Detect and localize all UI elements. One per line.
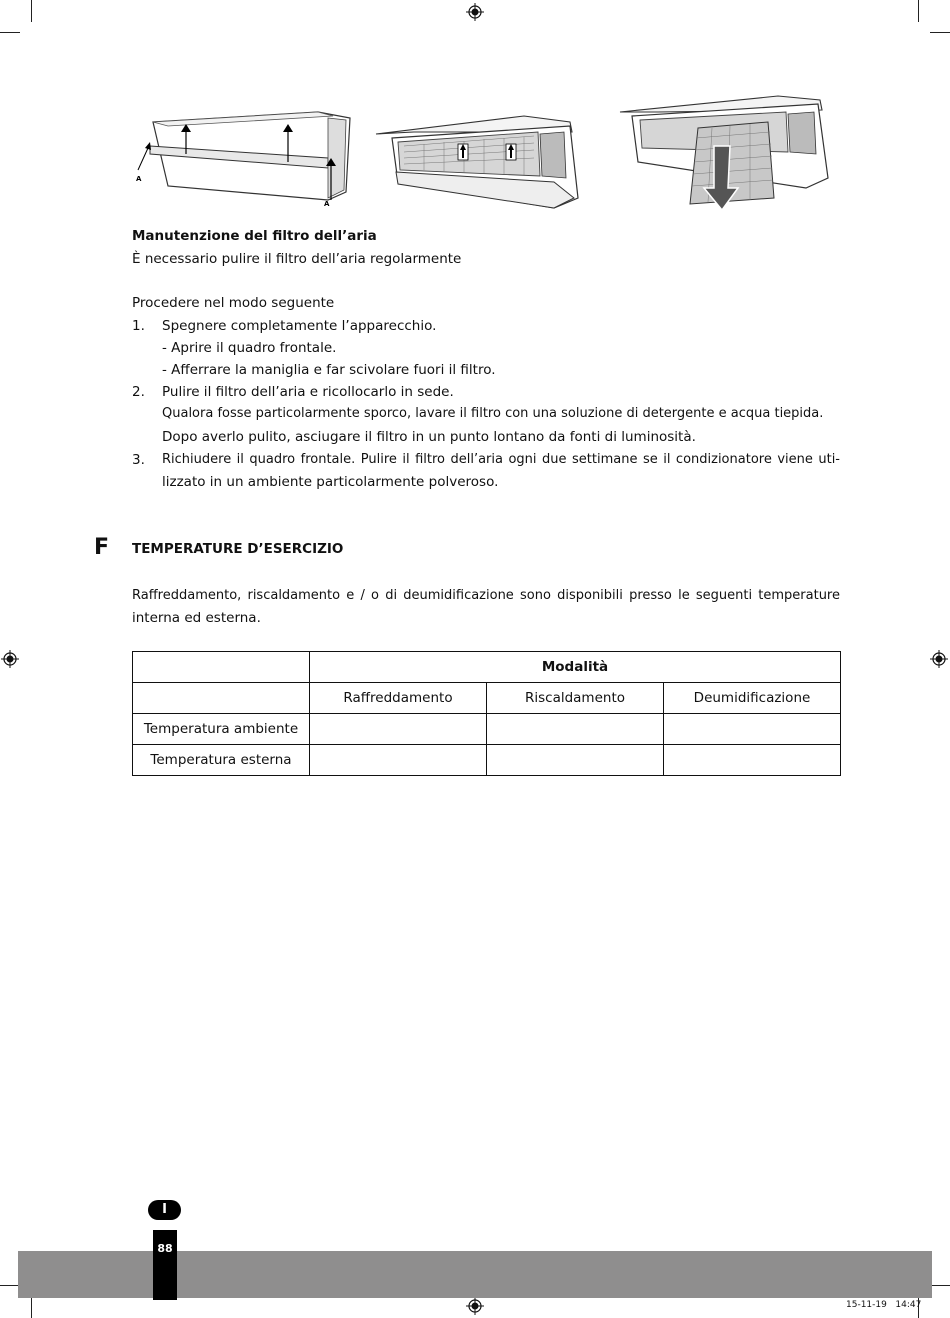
table-column-header: Riscaldamento bbox=[487, 683, 664, 714]
table-row bbox=[133, 714, 841, 745]
step-line: Richiudere il quadro frontale. Pulire il filtro dell’aria ogni due settimane se il condizionatore viene uti- bbox=[162, 452, 840, 467]
step-line: Pulire il filtro dell’aria e ricollocarlo in sede. bbox=[162, 384, 454, 400]
section-body-line-1: Raffreddamento, riscaldamento e / o di deumidificazione sono disponibili presso le seguenti temperature bbox=[132, 588, 840, 603]
step-number: 2. bbox=[132, 384, 145, 400]
registration-mark-icon bbox=[466, 1297, 484, 1315]
registration-mark-icon bbox=[930, 650, 948, 668]
registration-mark-icon bbox=[466, 3, 484, 21]
table-empty-cell bbox=[133, 683, 310, 714]
table-cell bbox=[664, 745, 841, 776]
step-number: 1. bbox=[132, 318, 145, 334]
table-corner-cell bbox=[133, 652, 310, 683]
crop-mark-top-right-v bbox=[918, 0, 919, 22]
step-line: - Afferrare la maniglia e far scivolare fuori il filtro. bbox=[162, 362, 496, 378]
illustration-open-front-panel bbox=[128, 104, 356, 212]
table-group-header: Modalità bbox=[310, 652, 841, 683]
table-column-header: Deumidificazione bbox=[664, 683, 841, 714]
crop-mark-bottom-right-h bbox=[930, 1285, 950, 1286]
step-line: - Aprire il quadro frontale. bbox=[162, 340, 337, 356]
print-stamp: 15-11-19 14:47 bbox=[846, 1300, 922, 1310]
table-cell bbox=[310, 745, 487, 776]
table-cell bbox=[487, 745, 664, 776]
step-number: 3. bbox=[132, 452, 145, 468]
up-arrow-icon bbox=[458, 144, 468, 160]
callout-a-right: A bbox=[324, 200, 330, 208]
table-cell bbox=[487, 714, 664, 745]
table-row-label: Temperatura esterna bbox=[133, 745, 310, 776]
table-column-row bbox=[133, 683, 841, 714]
table-cell bbox=[310, 714, 487, 745]
callout-a-left: A bbox=[136, 175, 142, 183]
illustration-remove-filter bbox=[618, 94, 834, 216]
table-column-header: Raffreddamento bbox=[310, 683, 487, 714]
section-title: TEMPERATURE D’ESERCIZIO bbox=[132, 541, 344, 557]
table-row-label: Temperatura ambiente bbox=[133, 714, 310, 745]
crop-mark-bottom-left-h bbox=[0, 1285, 20, 1286]
step-line: Dopo averlo pulito, asciugare il filtro in un punto lontano da fonti di luminosità. bbox=[162, 429, 696, 445]
crop-mark-top-left-v bbox=[31, 0, 32, 22]
page-number: 88 bbox=[157, 1242, 173, 1255]
table-cell bbox=[664, 714, 841, 745]
registration-mark-icon bbox=[1, 650, 19, 668]
section-letter: F bbox=[94, 535, 110, 560]
up-arrow-icon bbox=[506, 144, 516, 160]
table-header-row bbox=[133, 652, 841, 683]
step-line: lizzato in un ambiente particolarmente polveroso. bbox=[162, 474, 499, 490]
step-line: Qualora fosse particolarmente sporco, lavare il filtro con una soluzione di detergente e acqua tiepida. bbox=[162, 406, 824, 421]
maintenance-intro: È necessario pulire il filtro dell’aria regolarmente bbox=[132, 251, 462, 267]
procedure-title: Procedere nel modo seguente bbox=[132, 295, 335, 311]
maintenance-title: Manutenzione del filtro dell’aria bbox=[132, 228, 377, 244]
language-badge: I bbox=[148, 1200, 181, 1220]
illustration-lift-filter bbox=[374, 112, 586, 212]
table-row bbox=[133, 745, 841, 776]
step-line: Spegnere completamente l’apparecchio. bbox=[162, 318, 437, 334]
page-number-tab bbox=[153, 1230, 177, 1300]
crop-mark-top-left-h bbox=[0, 32, 20, 33]
crop-mark-bottom-left-v bbox=[31, 1298, 32, 1318]
section-body-line-2: interna ed esterna. bbox=[132, 610, 261, 626]
callout-arrow-icon bbox=[138, 142, 151, 170]
crop-mark-top-right-h bbox=[930, 32, 950, 33]
operating-temperature-table bbox=[132, 651, 841, 776]
